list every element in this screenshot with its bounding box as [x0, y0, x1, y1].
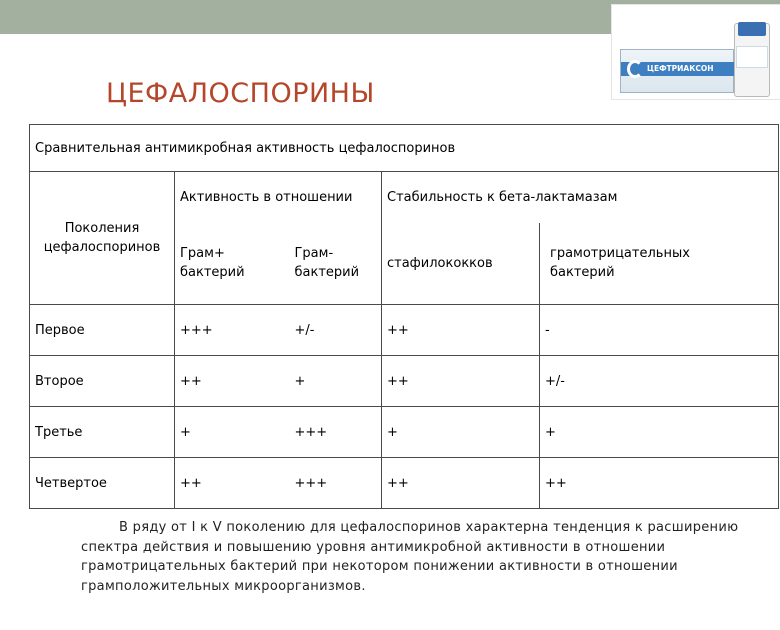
gram-negative-cell: + — [540, 407, 779, 458]
gram-negative-header: грамотрицательных бактерий — [540, 223, 779, 305]
gram-pos-cell: +++ — [175, 305, 290, 356]
generation-cell: Четвертое — [30, 458, 175, 509]
product-photo — [611, 4, 780, 100]
table-title: Сравнительная антимикробная активность цефалоспоринов — [30, 125, 779, 172]
gram-pos-cell: + — [175, 407, 290, 458]
activity-header: Активность в отношении — [175, 172, 382, 223]
footer-paragraph — [81, 518, 771, 596]
staph-cell: ++ — [382, 356, 540, 407]
table-row — [30, 407, 779, 458]
staph-cell: ++ — [382, 458, 540, 509]
staph-header: стафилококков — [382, 223, 540, 305]
gram-neg-cell: + — [290, 356, 382, 407]
gram-pos-cell: ++ — [175, 356, 290, 407]
gram-pos-cell: ++ — [175, 458, 290, 509]
footer-text: В ряду от I к V поколению для цефалоспоринов характерна тенденция к расширению спектра действия и повышению уровня антимикробной активности в отношении грамотрицательных бактерий при некотором понижении активности в отношении грамположительных микроорганизмов. — [81, 520, 739, 594]
table-row — [30, 458, 779, 509]
staph-cell: ++ — [382, 305, 540, 356]
brand-logo-icon — [627, 60, 643, 78]
slide-title: ЦЕФАЛОСПОРИНЫ — [106, 78, 375, 109]
gram-neg-cell: +++ — [290, 407, 382, 458]
gram-neg-cell: +++ — [290, 458, 382, 509]
generation-cell: Второе — [30, 356, 175, 407]
medicine-vial — [734, 23, 770, 97]
generations-header: Поколения цефалоспоринов — [30, 172, 175, 305]
table-row — [30, 356, 779, 407]
product-name: ЦЕФТРИАКСОН — [647, 64, 714, 73]
generation-cell: Третье — [30, 407, 175, 458]
cephalosporin-table — [29, 124, 779, 509]
gram-neg-cell: +/- — [290, 305, 382, 356]
gram-negative-cell: ++ — [540, 458, 779, 509]
gram-pos-header: Грам+ бактерий — [175, 223, 290, 305]
gram-neg-header: Грам- бактерий — [290, 223, 382, 305]
gram-negative-cell: +/- — [540, 356, 779, 407]
staph-cell: + — [382, 407, 540, 458]
table-row — [30, 305, 779, 356]
medicine-box — [620, 49, 734, 93]
generation-cell: Первое — [30, 305, 175, 356]
gram-negative-cell: - — [540, 305, 779, 356]
stability-header: Стабильность к бета-лактамазам — [382, 172, 779, 223]
